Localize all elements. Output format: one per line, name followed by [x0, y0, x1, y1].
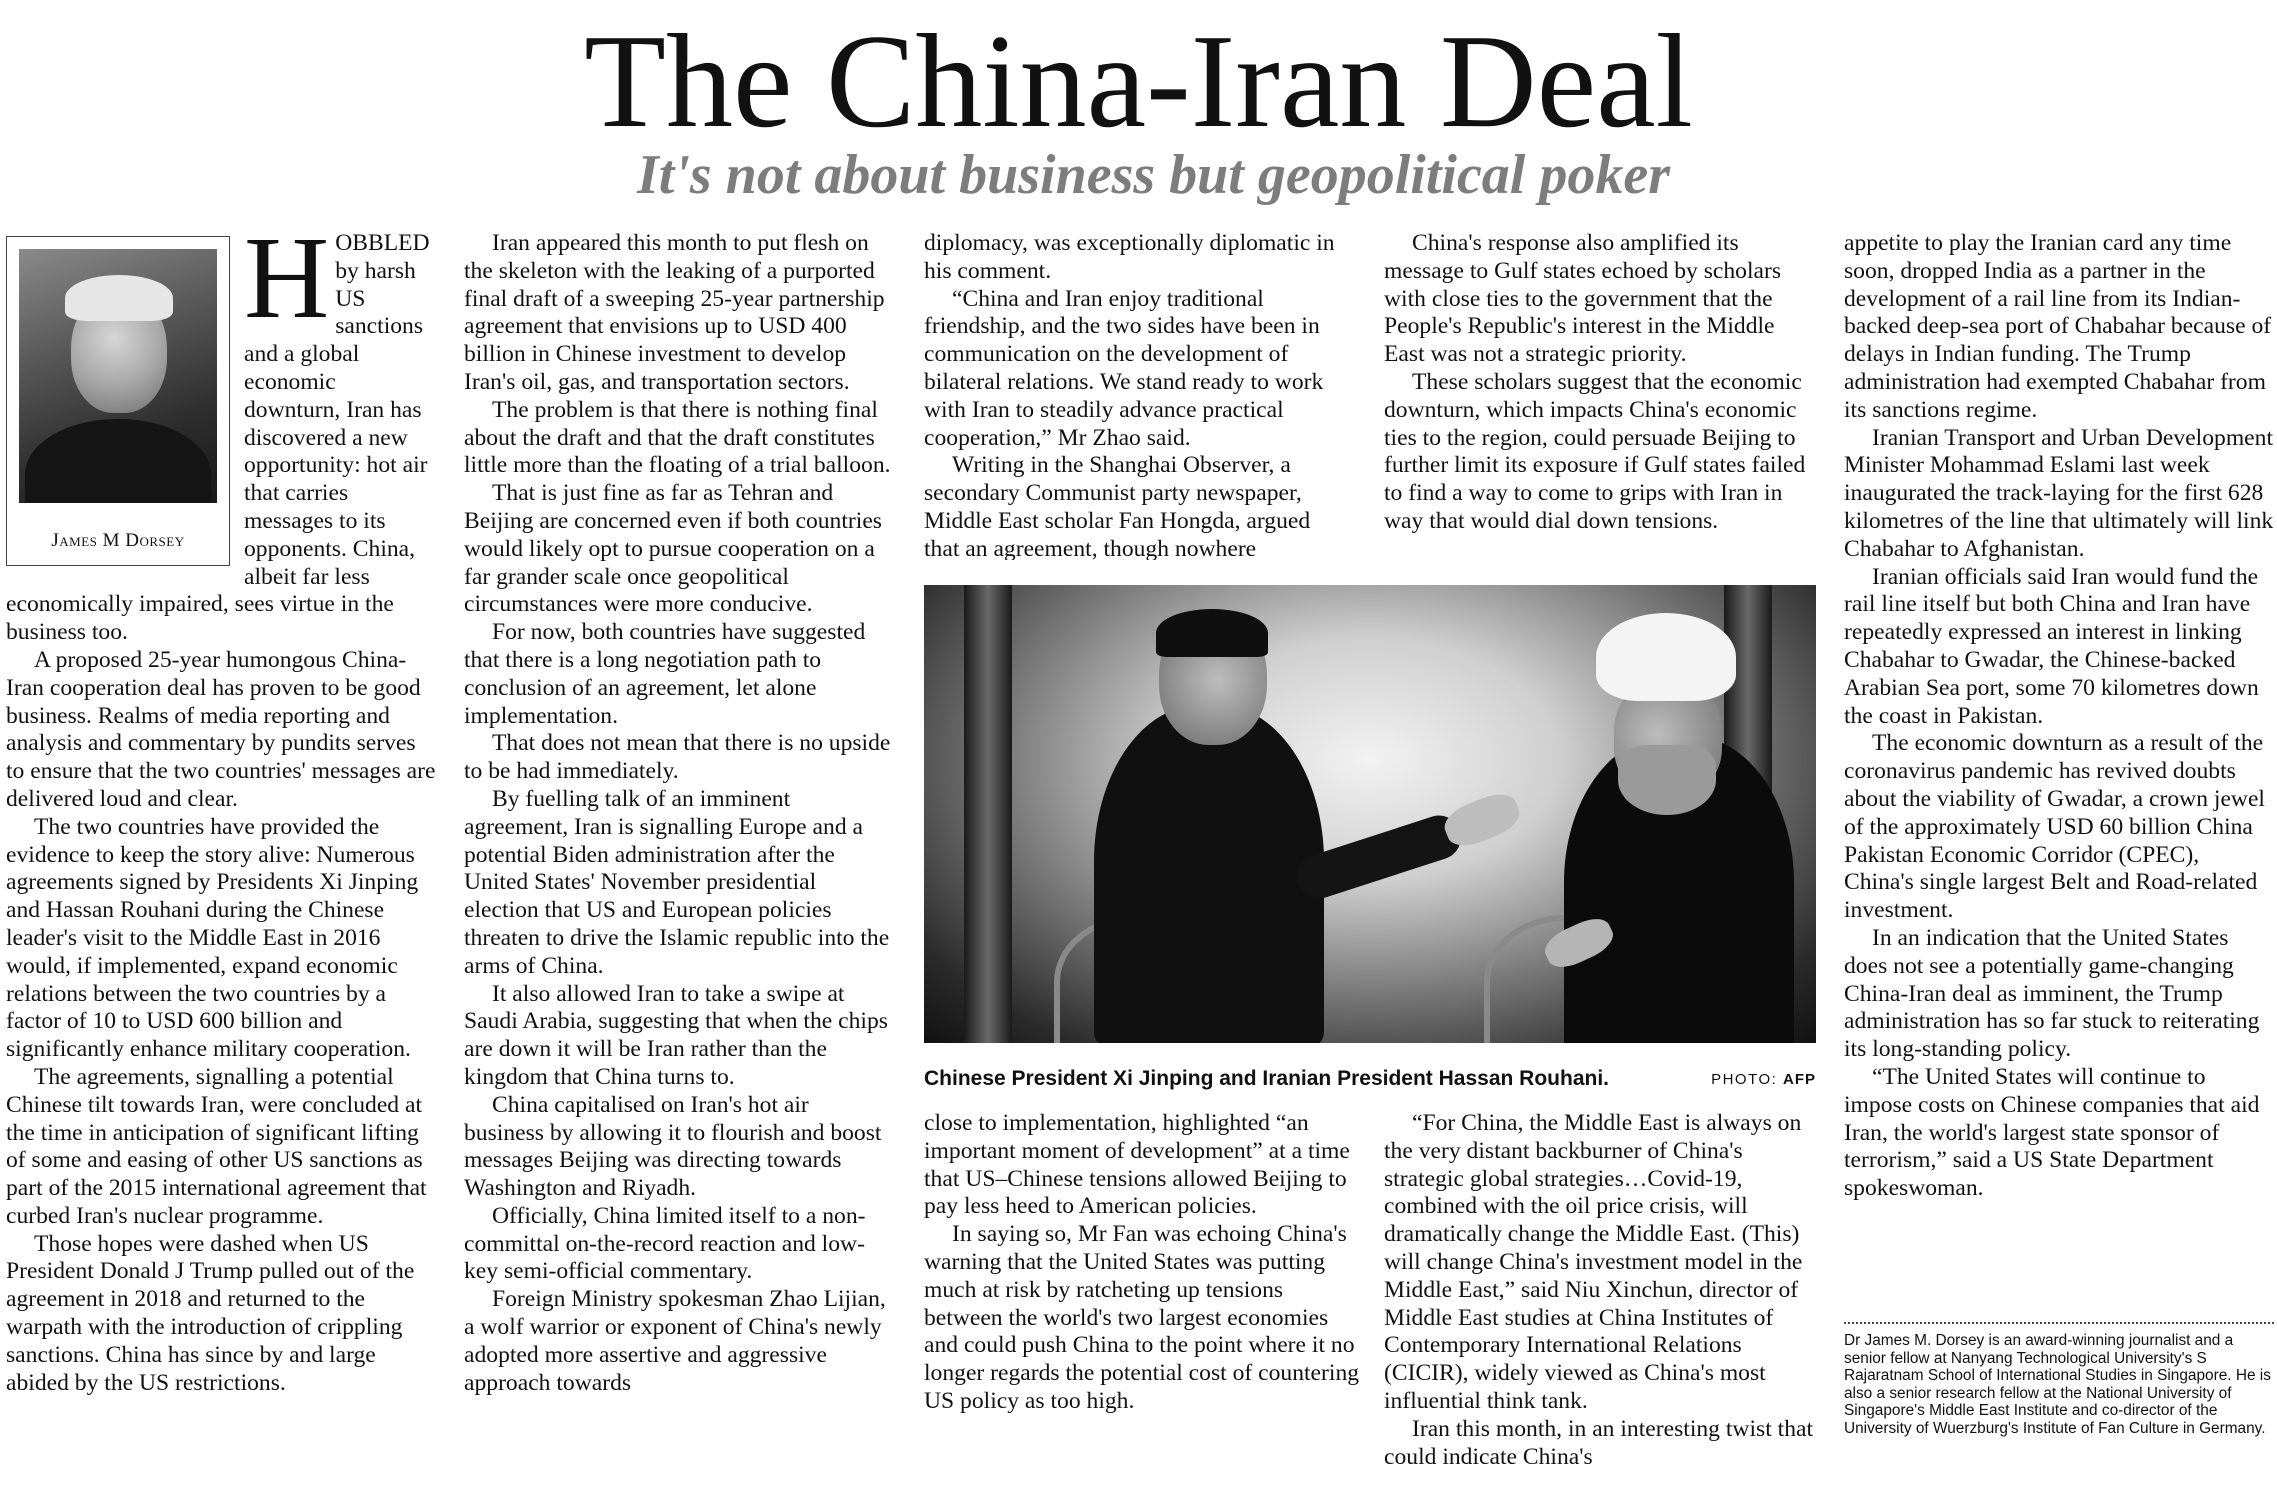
paragraph: A proposed 25-year humongous China-Iran cooperation deal has proven to be good business. Realms of media reporting and analysis and commentary by pundits serves to ensure that the two countries' messages are delivered loud and clear. — [6, 646, 436, 812]
paragraph: It also allowed Iran to take a swipe at Saudi Arabia, suggesting that when the chips are down it will be Iran rather than the kingdom that China turns to. — [464, 980, 888, 1090]
divider — [1844, 1322, 2274, 1324]
leaders-photo — [924, 585, 1816, 1043]
paragraph: Iran appeared this month to put flesh on the skeleton with the leaking of a purported final draft of a sweeping 25-year partnership agreement that envisions up to USD 400 billion in Chinese investment to develop Iran's oil, gas, and transportation sectors. — [464, 230, 885, 395]
paragraph: Foreign Ministry spokesman Zhao Lijian, a wolf warrior or exponent of China's newly adopted more assertive and aggressive approach towards — [464, 1286, 886, 1396]
paragraph: Iranian officials said Iran would fund the rail line itself but both China and Iran have repeatedly expressed an interest in linking Chabahar to Gwadar, the Chinese-backed Arabian Sea port, some 70 kilometres down the coast in Pakistan. — [1844, 563, 2259, 729]
paragraph: That does not mean that there is no upside to be had immediately. — [464, 730, 891, 785]
paragraph: The two countries have provided the evidence to keep the story alive: Numerous agreements signed by Presidents Xi Jinping and Hassan Rouhani during the Chinese leader's visit to the Middle East in 2016 would, if implemented, expand economic relations between the two countries by a factor of 10 to USD 600 billion and significantly enhance military cooperation. — [6, 813, 419, 1063]
article-column-3-bottom — [924, 1110, 1364, 1500]
headline: The China-Iran Deal — [584, 7, 1693, 155]
article-column-4-top — [1384, 230, 1816, 570]
photo-caption-line — [924, 1064, 1816, 1094]
paragraph: The problem is that there is nothing final about the draft and that the draft constitutes little more than the floating of a trial balloon. — [464, 396, 891, 479]
paragraph: Those hopes were dashed when US President Donald J Trump pulled out of the agreement in 2018 and returned to the warpath with the introduction of crippling sanctions. China has since by and large abided by the US restrictions. — [6, 1230, 415, 1396]
article-column-4-bottom — [1384, 1110, 1816, 1500]
article-column-5 — [1844, 230, 2274, 1320]
article-column-3-top — [924, 230, 1344, 560]
photo-credit-label: PHOTO: — [1711, 1071, 1778, 1088]
article-column-1 — [6, 230, 436, 1500]
paragraph: By fuelling talk of an imminent agreement, Iran is signalling Europe and a potential Biden administration after the United States' November presidential election that US and European policies threaten to drive the Islamic republic into the arms of China. — [464, 785, 890, 979]
paragraph: China capitalised on Iran's hot air business by allowing it to flourish and boost messages Beijing was directing towards Washington and Riyadh. — [464, 1091, 882, 1202]
paragraph: Iran this month, in an interesting twist that could indicate China's — [1384, 1415, 1814, 1470]
paragraph: Officially, China limited itself to a non-committal on-the-record reaction and low-key semi-official commentary. — [464, 1202, 866, 1285]
drop-cap: H — [244, 230, 330, 343]
paragraph: In saying so, Mr Fan was echoing China's warning that the United States was putting much at risk by ratcheting up tensions between the world's two largest economies and could push China to the point where it no longer regards the potential cost of countering US policy as too high. — [924, 1221, 1360, 1414]
paragraph: OBBLED by harsh US sanctions and a global economic downturn, Iran has discovered a new opportunity: hot air that carries messages to its opponents. China, albeit far less economically impaired, sees virtue in the business too. — [6, 230, 430, 646]
photo-credit-source: AFP — [1783, 1071, 1816, 1088]
paragraph: In an indication that the United States does not see a potentially game-changing China-Iran deal as imminent, the Trump administration has so far stuck to reiterating its long-standing policy. — [1844, 924, 2260, 1063]
paragraph: “China and Iran enjoy traditional friendship, and the two sides have been in communication on the development of bilateral relations. We stand ready to work with Iran to steadily advance practical cooperation,” Mr Zhao said. — [924, 285, 1324, 451]
paragraph: close to implementation, highlighted “an important moment of development” at a time that US–Chinese tensions allowed Beijing to pay less heed to American policies. — [924, 1110, 1350, 1220]
paragraph: China's response also amplified its message to Gulf states echoed by scholars with close ties to the government that the People's Republic's interest in the Middle East was not a strategic priority. — [1384, 230, 1782, 368]
author-photo-icon — [19, 249, 217, 503]
paragraph: These scholars suggest that the economic downturn, which impacts China's economic ties to the region, could persuade Beijing to further limit its exposure if Gulf states failed to find a way to come to grips with Iran in way that would dial down tensions. — [1384, 368, 1806, 534]
subheadline: It's not about business but geopolitical poker — [636, 144, 1671, 206]
article-column-2 — [464, 230, 892, 1500]
paragraph: “For China, the Middle East is always on the very distant backburner of China's strategic global strategies…Covid-19, combined with the oil price crisis, will dramatically change the Middle East. (This) will change China's investment model in the Middle East,” said Niu Xinchun, director of Middle East studies at China Institutes of Contemporary International Relations (CICIR), widely viewed as China's most influential think tank. — [1384, 1110, 1803, 1414]
photo-credit — [1711, 1066, 1816, 1094]
paragraph: “The United States will continue to impose costs on Chinese companies that aid Iran, the world's largest state sponsor of terrorism,” said a US State Department spokeswoman. — [1844, 1063, 2260, 1202]
author-byline: James M Dorsey — [51, 530, 185, 552]
paragraph: Writing in the Shanghai Observer, a secondary Communist party newspaper, Middle East scholar Fan Hongda, argued that an agreement, though nowhere — [924, 452, 1311, 560]
paragraph: The agreements, signalling a potential Chinese tilt towards Iran, were concluded at the time in anticipation of significant lifting of some and easing of other US sanctions as part of the 2015 international agreement that curbed Iran's nuclear programme. — [6, 1063, 427, 1229]
paragraph: That is just fine as far as Tehran and Beijing are concerned even if both countries would likely opt to pursue cooperation on a far grander scale once geopolitical circumstances were more conducive. — [464, 480, 882, 618]
paragraph: The economic downturn as a result of the coronavirus pandemic has revived doubts about the viability of Gwadar, a crown jewel of the approximately USD 60 billion China Pakistan Economic Corridor (CPEC), China's single largest Belt and Road-related investment. — [1844, 730, 2265, 924]
paragraph: appetite to play the Iranian card any time soon, dropped India as a partner in the development of a rail line from its Indian-backed deep-sea port of Chabahar because of delays in Indian funding. The Trump administration had exempted Chabahar from its sanctions regime. — [1844, 230, 2272, 423]
paragraph: Iranian Transport and Urban Development Minister Mohammad Eslami last week inaugurated the track-laying for the first 628 kilometres of the line that ultimately will link Chabahar to Afghanistan. — [1844, 424, 2274, 562]
paragraph: diplomacy, was exceptionally diplomatic in his comment. — [924, 230, 1335, 284]
author-portrait — [6, 236, 230, 566]
photo-caption: Chinese President Xi Jinping and Iranian President Hassan Rouhani. — [924, 1067, 1609, 1090]
author-bio: Dr James M. Dorsey is an award-winning journalist and a senior fellow at Nanyang Technological University's S Rajaratnam School of International Studies in Singapore. He is also a senior research fellow at the National University of Singapore's Middle East Institute and co-director of the University of Wuerzburg's Institute of Fan Culture in Germany. — [1844, 1332, 2271, 1437]
paragraph: For now, both countries have suggested that there is a long negotiation path to conclusion of an agreement, let alone implementation. — [464, 619, 866, 729]
